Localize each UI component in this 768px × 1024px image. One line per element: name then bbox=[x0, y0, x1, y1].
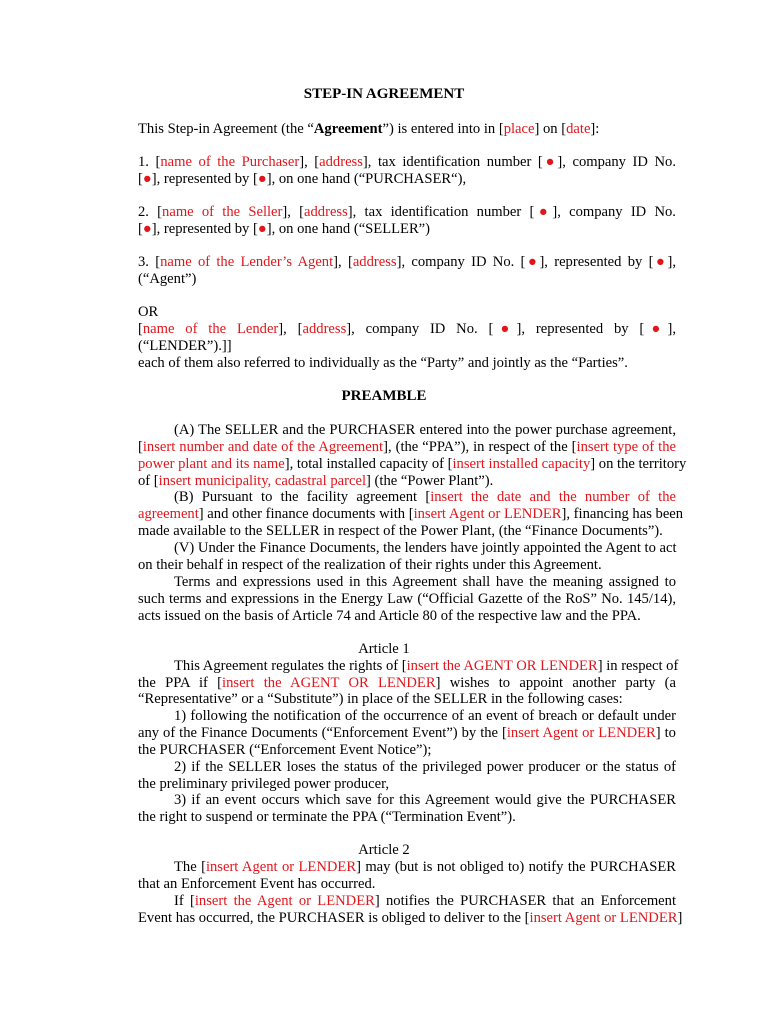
preamble-v-line1: (V) Under the Finance Documents, the lenders have jointly appointed the Agent to act bbox=[174, 540, 677, 556]
terms-line3: acts issued on the basis of Article 74 and Article 80 of the respective law and the PPA. bbox=[138, 608, 641, 624]
lender-line1: [name of the Lender], [address], company ID No. [●], represented by [●], bbox=[138, 321, 676, 337]
terms-line2: such terms and expressions in the Energy Law (“Official Gazette of the RoS” No. 145/14), bbox=[138, 591, 676, 607]
article-1-line3: “Representative” or a “Substitute”) in place of the SELLER in the following cases: bbox=[138, 691, 623, 707]
party1-line2: [●], represented by [●], on one hand (“PURCHASER“), bbox=[138, 171, 467, 187]
article-2-line4: Event has occurred, the PURCHASER is obliged to deliver to the [insert Agent or LENDER] bbox=[138, 910, 683, 926]
article-1-case1-line3: the PURCHASER (“Enforcement Event Notice”); bbox=[138, 742, 432, 758]
party2-line1: 2. [name of the Seller], [address], tax identification number [●], company ID No. bbox=[138, 204, 676, 220]
preamble-a-line2: [insert number and date of the Agreement], (the “PPA”), in respect of the [insert type of the bbox=[138, 439, 677, 455]
party2-line2: [●], represented by [●], on one hand (“SELLER”) bbox=[138, 221, 431, 237]
intro-line: This Step-in Agreement (the “Agreement”) is entered into in [place] on [date]: bbox=[138, 121, 600, 137]
article-1-case3-line2: the right to suspend or terminate the PPA (“Termination Event”). bbox=[138, 809, 516, 825]
article-2-heading: Article 2 bbox=[358, 842, 410, 858]
terms-line1: Terms and expressions used in this Agreement shall have the meaning assigned to bbox=[174, 574, 676, 590]
preamble-heading: PREAMBLE bbox=[341, 388, 427, 404]
parties-definition: each of them also referred to individually as the “Party” and jointly as the “Parties”. bbox=[138, 355, 628, 371]
lender-line2: (“LENDER”).]] bbox=[138, 338, 232, 354]
preamble-a-line1: (A) The SELLER and the PURCHASER entered into the power purchase agreement, bbox=[174, 422, 676, 438]
article-2-line3: If [insert the Agent or LENDER] notifies the PURCHASER that an Enforcement bbox=[174, 893, 677, 909]
article-1-case2-line2: the preliminary privileged power producer, bbox=[138, 776, 390, 792]
preamble-b-line1: (B) Pursuant to the facility agreement [insert the date and the number of the bbox=[174, 489, 677, 505]
party3-line2: (“Agent”) bbox=[138, 271, 197, 287]
article-1-case3-line1: 3) if an event occurs which save for this Agreement would give the PURCHASER bbox=[174, 792, 676, 808]
article-1-case1-line2: any of the Finance Documents (“Enforcement Event”) by the [insert Agent or LENDER] to bbox=[138, 725, 676, 741]
article-1-case2-line1: 2) if the SELLER loses the status of the privileged power producer or the status of bbox=[174, 759, 676, 775]
preamble-a-line3: power plant and its name], total installed capacity of [insert installed capacity] on the territory bbox=[138, 456, 687, 472]
party1-line1: 1. [name of the Purchaser], [address], tax identification number [●], company ID No. bbox=[138, 154, 676, 170]
document-title: STEP-IN AGREEMENT bbox=[303, 86, 465, 102]
article-1-heading: Article 1 bbox=[358, 641, 410, 657]
article-2-line2: that an Enforcement Event has occurred. bbox=[138, 876, 376, 892]
article-1-line2: the PPA if [insert the AGENT OR LENDER] wishes to appoint another party (a bbox=[138, 675, 677, 691]
preamble-a-line4: of [insert municipality, cadastral parcel] (the “Power Plant”). bbox=[138, 473, 494, 489]
preamble-b-line3: made available to the SELLER in respect of the Power Plant, (the “Finance Documents”). bbox=[138, 523, 663, 539]
preamble-b-line2: agreement] and other finance documents with [insert Agent or LENDER], financing has been bbox=[138, 506, 684, 522]
or-separator: OR bbox=[138, 304, 159, 320]
article-2-line1: The [insert Agent or LENDER] may (but is not obliged to) notify the PURCHASER bbox=[174, 859, 676, 875]
party3-line1: 3. [name of the Lender’s Agent], [address], company ID No. [●], represented by [●], bbox=[138, 254, 676, 270]
article-1-case1-line1: 1) following the notification of the occurrence of an event of breach or default under bbox=[174, 708, 676, 724]
preamble-v-line2: on their behalf in respect of the realization of their rights under this Agreement. bbox=[138, 557, 602, 573]
article-1-line1: This Agreement regulates the rights of [insert the AGENT OR LENDER] in respect of bbox=[174, 658, 679, 674]
